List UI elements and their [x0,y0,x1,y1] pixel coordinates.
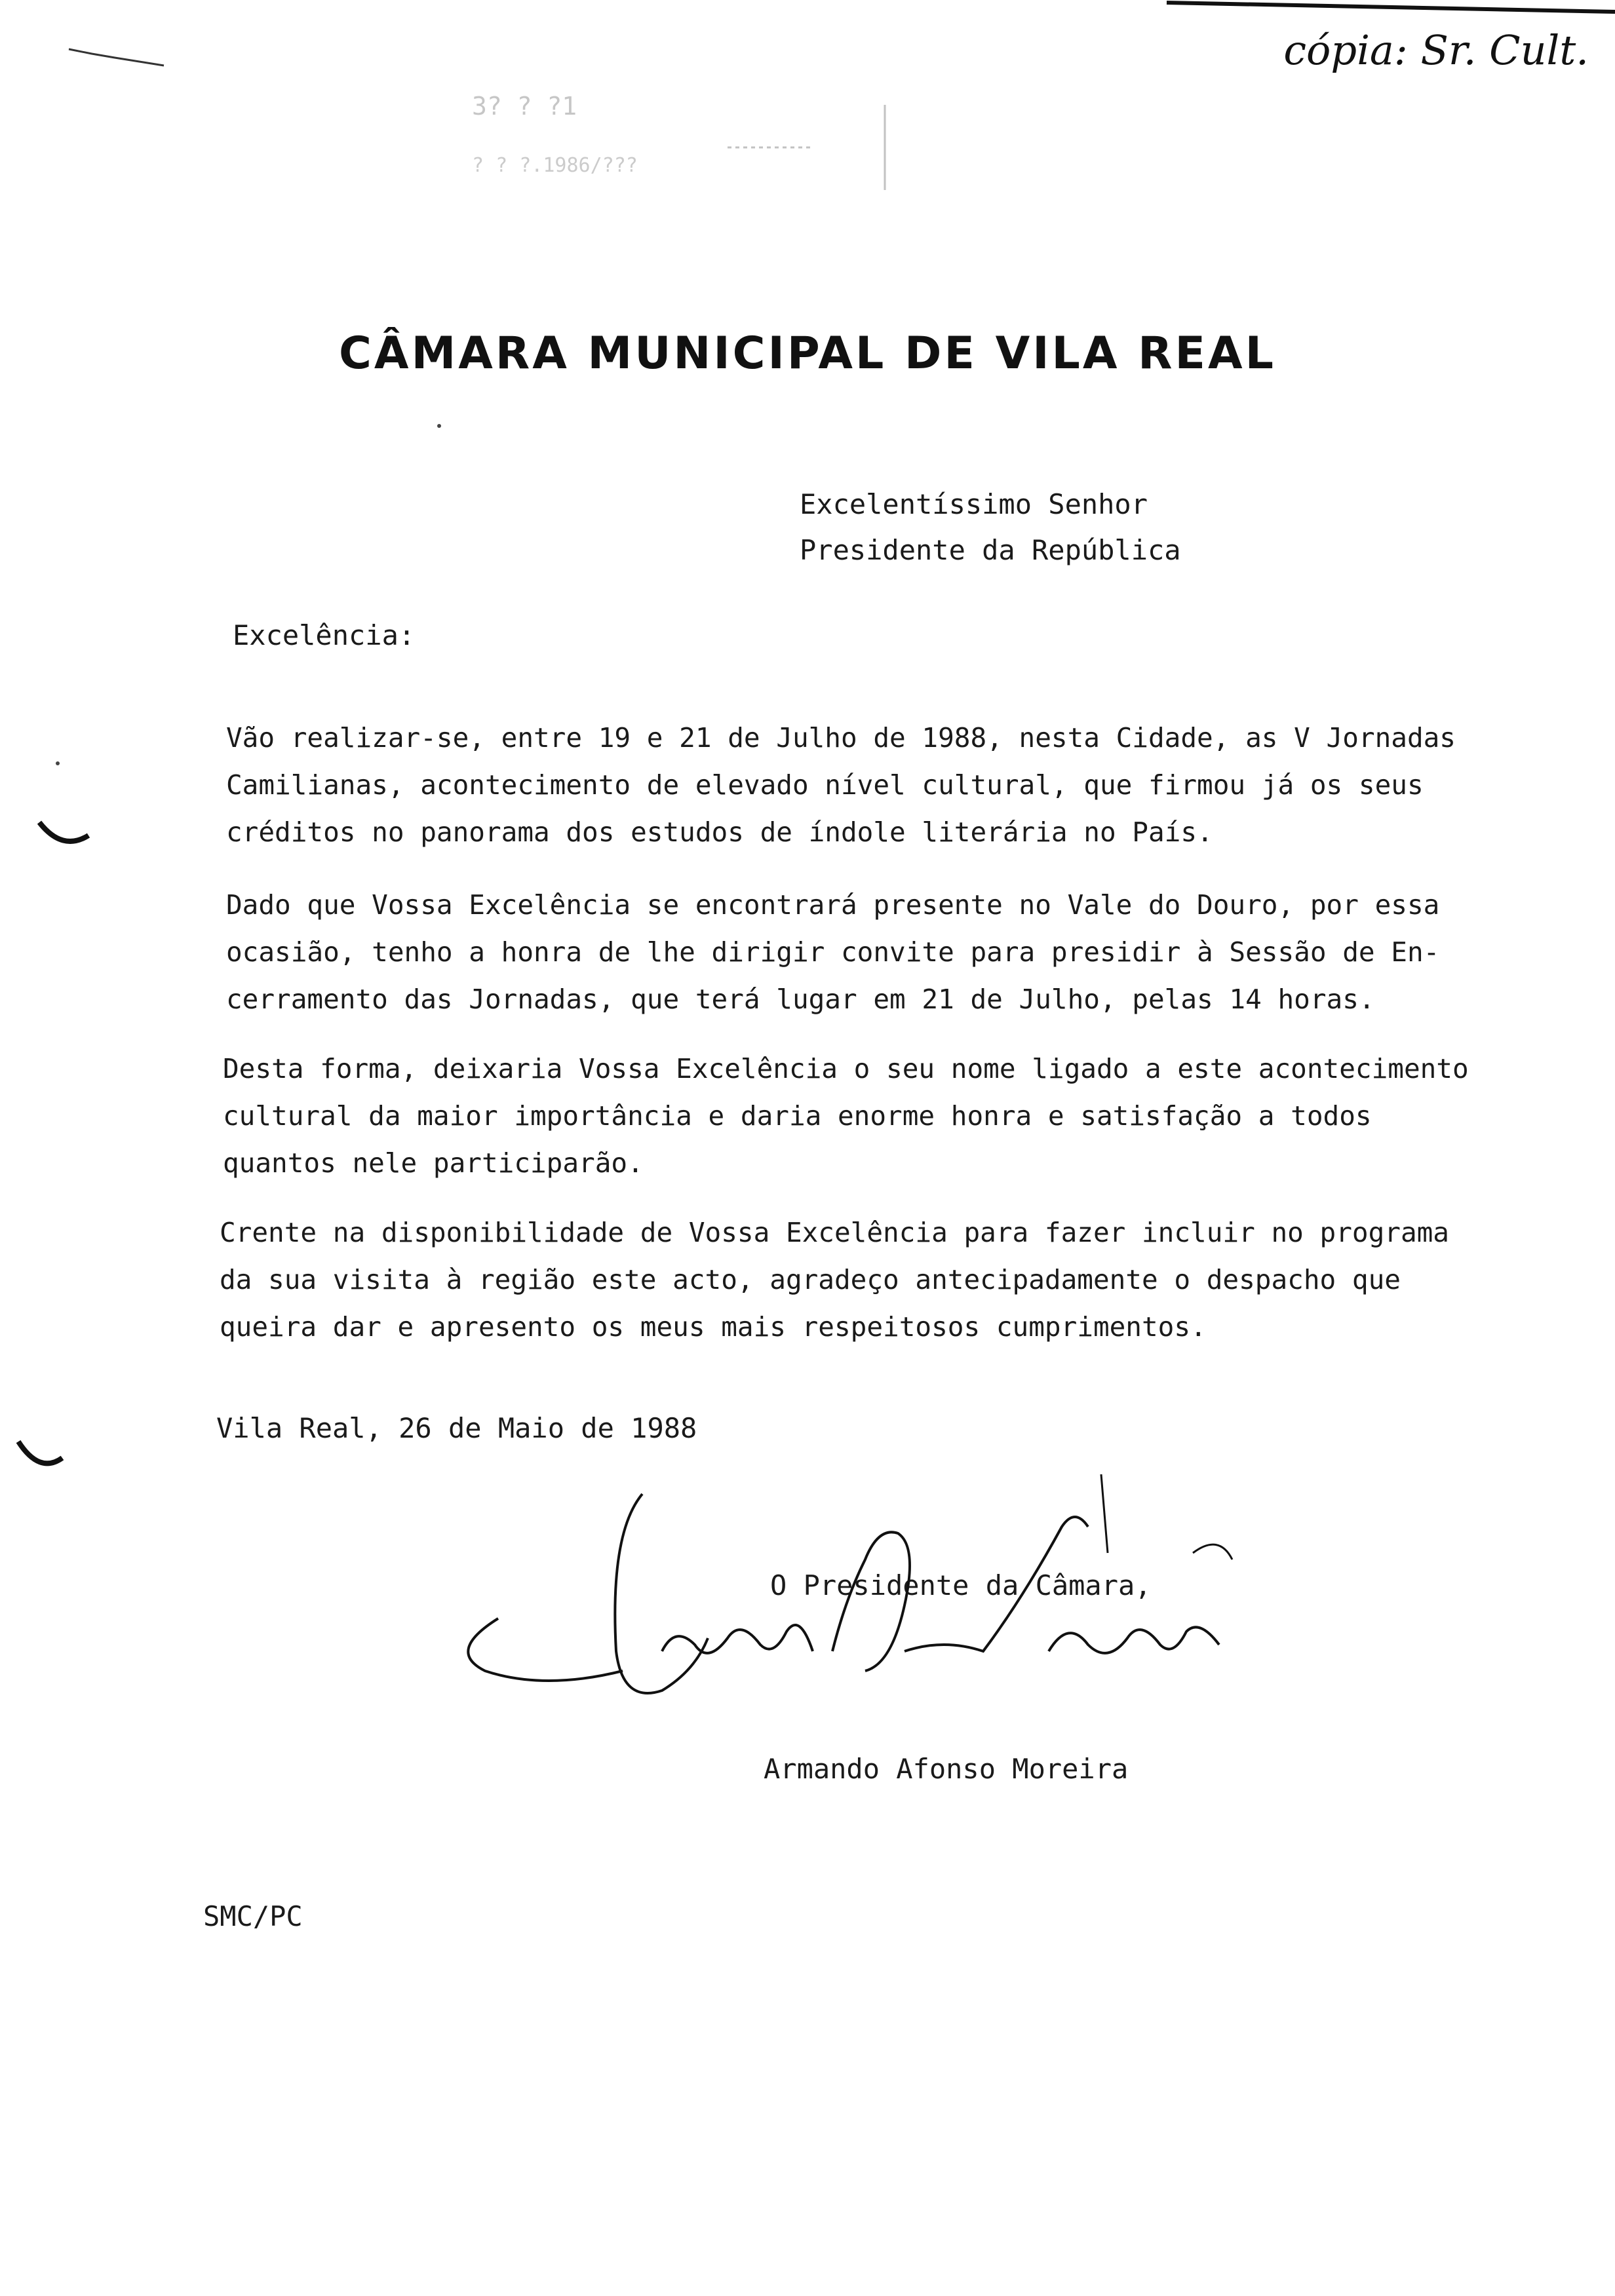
handwritten-signature [446,1455,1363,1730]
recipient-line-2: Presidente da República [800,534,1181,566]
paragraph-line: queira dar e apresento os meus mais respeitosos cumprimentos. [220,1311,1207,1343]
paragraph-2 [226,881,1485,1023]
paragraph-line: da sua visita à região este acto, agradeço antecipadamente o despacho que [220,1264,1401,1295]
paragraph-line: Crente na disponibilidade de Vossa Excelência para fazer incluir no programa [220,1217,1449,1248]
paragraph-line: créditos no panorama dos estudos de índole literária no País. [226,816,1213,848]
signature-title: O Presidente da Câmara, [770,1569,1152,1601]
paragraph-line: cultural da maior importância e daria enorme honra e satisfação a todos [223,1100,1372,1132]
paragraph-line: Dado que Vossa Excelência se encontrará presente no Vale do Douro, por essa [226,889,1440,921]
paragraph-line: ocasião, tenho a honra de lhe dirigir convite para presidir à Sessão de En- [226,936,1440,968]
place-date: Vila Real, 26 de Maio de 1988 [216,1412,697,1444]
letterhead: CÂMARA MUNICIPAL DE VILA REAL [339,328,1276,379]
paragraph-line: quantos nele participarão. [223,1147,644,1179]
recipient-line-1: Excelentíssimo Senhor [800,488,1148,520]
faded-stamp-line-1: 3? ? ?1 [472,92,577,121]
salutation: Excelência: [233,619,416,651]
paragraph-4 [220,1209,1478,1350]
paragraph-line: Desta forma, deixaria Vossa Excelência o seu nome ligado a este acontecimento [223,1053,1469,1084]
reference-code: SMC/PC [203,1900,303,1932]
paragraph-line: cerramento das Jornadas, que terá lugar em 21 de Julho, pelas 14 horas. [226,984,1375,1015]
signatory-name: Armando Afonso Moreira [764,1753,1129,1785]
paragraph-1 [226,714,1485,856]
paragraph-line: Vão realizar-se, entre 19 e 21 de Julho de 1988, nesta Cidade, as V Jornadas [226,722,1456,754]
paragraph-line: Camilianas, acontecimento de elevado nível cultural, que firmou já os seus [226,769,1424,801]
handwritten-annotation: cópia: Sr. Cult. [1283,26,1589,74]
faded-stamp-line-2: ? ? ?.1986/??? [472,154,638,177]
paragraph-3 [223,1045,1481,1187]
